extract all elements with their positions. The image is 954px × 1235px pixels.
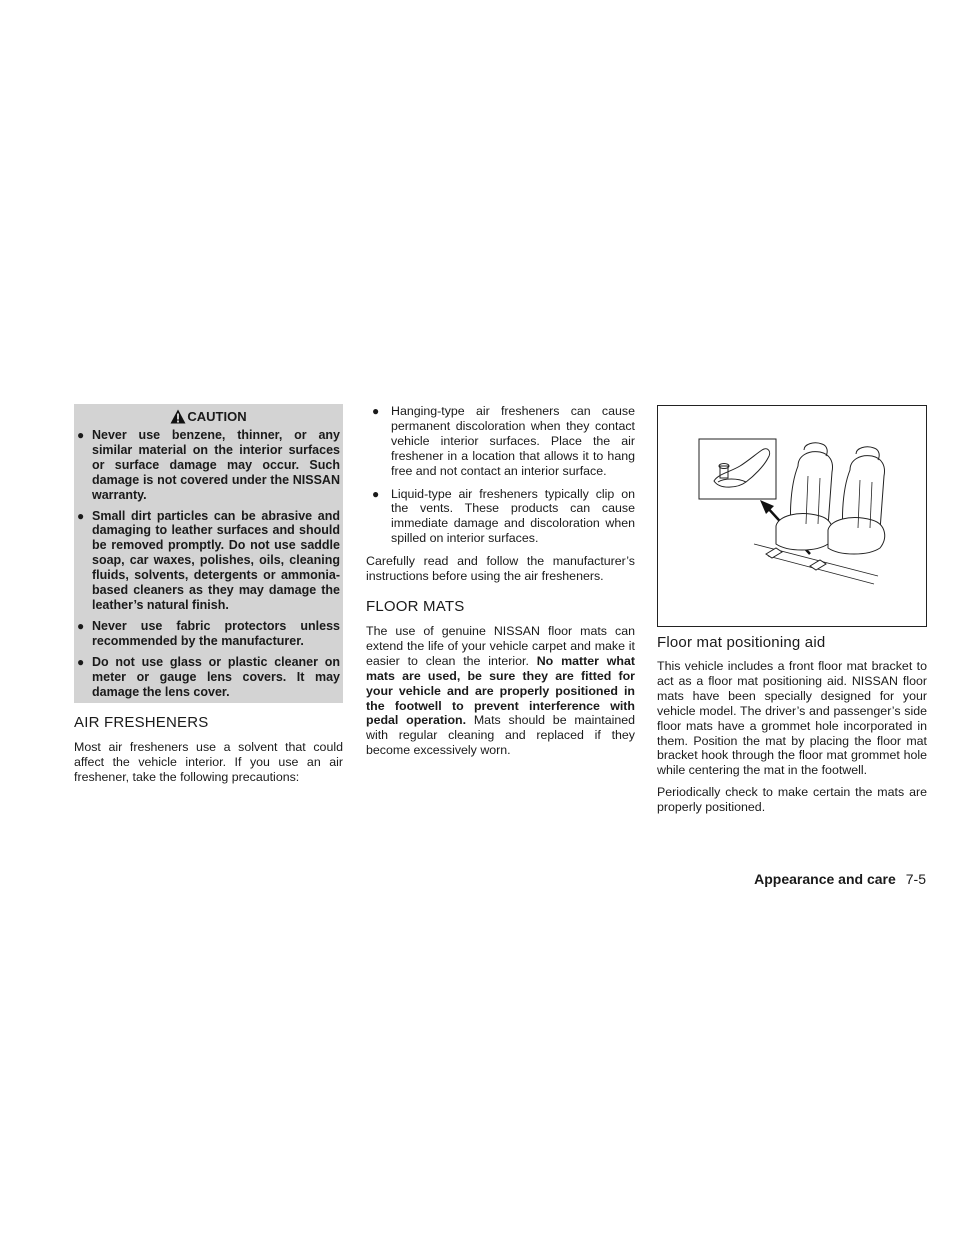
- page-footer: [754, 871, 926, 887]
- positioning-aid-paragraph-1: This vehicle includes a front floor mat bracket to act as a floor mat positioning aid. NISSAN floor mats have been specially designed for your vehicle model. The driver’s and passenger’s side floor mats have a grommet hole incorporated in them. Position the mat by placing the floor mat bracket hook through the floor mat grommet hole while centering the mat in the footwell.: [657, 659, 927, 778]
- positioning-aid-paragraph-2: Periodically check to make certain the mats are properly positioned.: [657, 785, 927, 815]
- caution-item: ● Never use benzene, thinner, or any similar material on the interior surfaces or surface damage may occur. Such damage is not covered under the NISSAN warranty.: [77, 428, 340, 502]
- caution-box: [74, 404, 343, 703]
- caution-item: ● Small dirt particles can be abrasive and damaging to leather surfaces and should be removed promptly. Do not use saddle soap, car waxes, polishes, oils, cleaning fluids, solvents, detergents or ammonia-based cleaners as they may damage the leather’s natural finish.: [77, 508, 340, 612]
- air-fresheners-intro: Most air fresheners use a solvent that could affect the vehicle interior. If you use an air freshener, take the following precautions:: [74, 740, 343, 785]
- list-item: ● Hanging-type air fresheners can cause permanent discoloration when they contact vehicle interior surfaces. Place the air freshener in a location that allows it to hang free and not contact an interior surface.: [372, 404, 635, 478]
- caution-item: ● Never use fabric protectors unless recommended by the manufacturer.: [77, 618, 340, 648]
- caution-item: ● Do not use glass or plastic cleaner on meter or gauge lens covers. It may damage the lens cover.: [77, 654, 340, 699]
- air-freshener-bullets: [366, 404, 635, 546]
- footer-section-title: Appearance and care: [754, 871, 896, 887]
- bullet-icon: ●: [77, 508, 85, 523]
- page-number: 7-5: [905, 871, 926, 887]
- positioning-aid-heading: Floor mat positioning aid: [657, 634, 826, 651]
- floor-mats-heading: FLOOR MATS: [366, 597, 465, 615]
- seats-floor-mat-illustration-icon: [658, 406, 926, 626]
- column-2: [366, 404, 635, 758]
- floor-mat-figure: [657, 405, 927, 627]
- bullet-icon: ●: [372, 486, 380, 501]
- air-fresheners-heading: AIR FRESHENERS: [74, 714, 209, 732]
- bullet-icon: ●: [77, 654, 85, 669]
- list-item: ● Liquid-type air fresheners typically clip on the vents. These products can cause immediate damage and discoloration when spilled on interior surfaces.: [372, 486, 635, 546]
- warning-icon: [170, 409, 186, 424]
- floor-mats-paragraph: The use of genuine NISSAN floor mats can extend the life of your vehicle carpet and make it easier to clean the interior. No matter what mats are used, be sure they are fitted for your vehicle and are properly positioned in the footwell to prevent interference with pedal operation. Mats should be maintained with regular cleaning and replaced if they become excessively worn.: [366, 623, 636, 758]
- column-3: [657, 405, 927, 815]
- bullet-icon: ●: [77, 618, 85, 633]
- air-fresheners-closing: Carefully read and follow the manufacturer’s instructions before using the air fresheners.: [366, 554, 635, 584]
- caution-list: [74, 428, 343, 699]
- caution-title: CAUTION: [74, 404, 343, 426]
- column-1: [74, 404, 343, 785]
- bullet-icon: ●: [77, 428, 85, 442]
- bullet-icon: ●: [372, 404, 380, 418]
